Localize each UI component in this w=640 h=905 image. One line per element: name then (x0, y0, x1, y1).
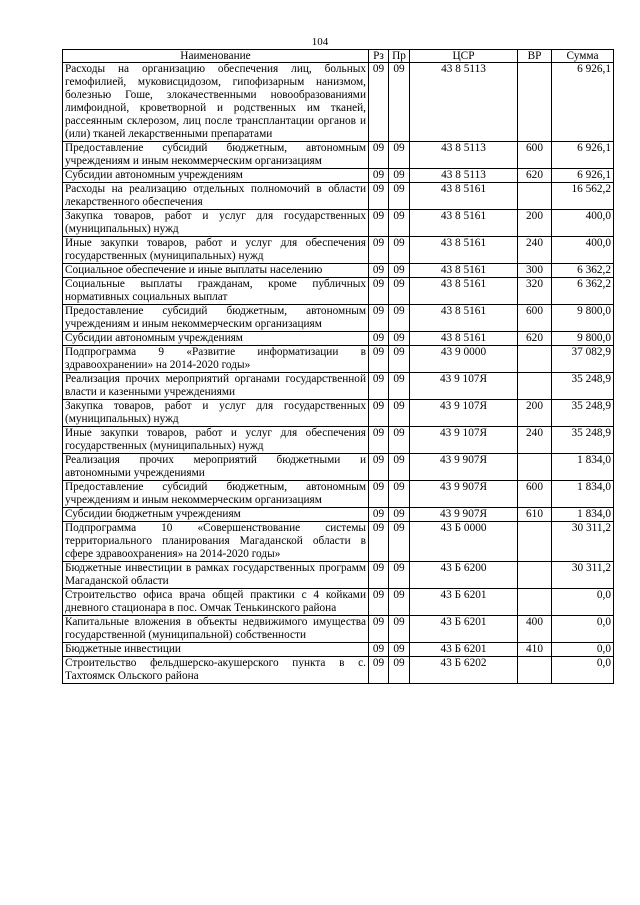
cell-vr: 600 (518, 142, 552, 169)
cell-sum: 0,0 (552, 643, 614, 657)
table-row (63, 522, 614, 562)
cell-rz: 09 (369, 373, 389, 400)
cell-vr: 240 (518, 237, 552, 264)
cell-rz: 09 (369, 264, 389, 278)
cell-sum: 35 248,9 (552, 427, 614, 454)
cell-sum: 400,0 (552, 210, 614, 237)
cell-pr: 09 (389, 332, 410, 346)
cell-csr: 43 8 5161 (410, 305, 518, 332)
cell-sum: 30 311,2 (552, 522, 614, 562)
table-row (63, 562, 614, 589)
header-row (63, 50, 614, 63)
cell-sum: 6 926,1 (552, 142, 614, 169)
cell-pr: 09 (389, 643, 410, 657)
cell-vr: 600 (518, 305, 552, 332)
table-row (63, 210, 614, 237)
table-row (63, 169, 614, 183)
cell-vr (518, 373, 552, 400)
cell-vr (518, 346, 552, 373)
cell-pr: 09 (389, 373, 410, 400)
cell-csr: 43 Б 0000 (410, 522, 518, 562)
cell-csr: 43 9 107Я (410, 373, 518, 400)
table-row (63, 589, 614, 616)
cell-pr: 09 (389, 657, 410, 684)
cell-name: Субсидии автономным учреждениям (63, 169, 369, 183)
cell-sum: 35 248,9 (552, 373, 614, 400)
cell-name: Расходы на организацию обеспечения лиц, больных гемофилией, муковисцидозом, гипофизарным нанизмом, болезнью Гоше, злокачественными новообразованиями лимфоидной, кроветворной и родственных им тканей, рассеянным склерозом, лиц после трансплантации органов и (или) тканей лекарственными препаратами (63, 63, 369, 142)
table-row (63, 183, 614, 210)
cell-pr: 09 (389, 400, 410, 427)
table-row (63, 481, 614, 508)
cell-rz: 09 (369, 142, 389, 169)
cell-sum: 6 926,1 (552, 63, 614, 142)
table-row (63, 264, 614, 278)
cell-pr: 09 (389, 142, 410, 169)
cell-rz: 09 (369, 589, 389, 616)
cell-vr: 240 (518, 427, 552, 454)
cell-csr: 43 9 107Я (410, 400, 518, 427)
cell-sum: 400,0 (552, 237, 614, 264)
cell-name: Подпрограмма 9 «Развитие информатизации в здравоохранении» на 2014-2020 годы» (63, 346, 369, 373)
cell-name: Закупка товаров, работ и услуг для государственных (муниципальных) нужд (63, 400, 369, 427)
cell-csr: 43 8 5161 (410, 210, 518, 237)
table-row (63, 657, 614, 684)
cell-rz: 09 (369, 427, 389, 454)
cell-rz: 09 (369, 346, 389, 373)
header-sum: Сумма (552, 50, 614, 63)
cell-csr: 43 8 5161 (410, 278, 518, 305)
cell-rz: 09 (369, 210, 389, 237)
cell-vr (518, 657, 552, 684)
header-vr: ВР (518, 50, 552, 63)
table-row (63, 142, 614, 169)
cell-pr: 09 (389, 522, 410, 562)
cell-name: Субсидии автономным учреждениям (63, 332, 369, 346)
cell-pr: 09 (389, 454, 410, 481)
table-row (63, 454, 614, 481)
cell-rz: 09 (369, 508, 389, 522)
cell-sum: 1 834,0 (552, 508, 614, 522)
cell-vr (518, 183, 552, 210)
cell-pr: 09 (389, 237, 410, 264)
cell-rz: 09 (369, 332, 389, 346)
cell-csr: 43 9 107Я (410, 427, 518, 454)
table-row (63, 400, 614, 427)
cell-pr: 09 (389, 183, 410, 210)
cell-name: Предоставление субсидий бюджетным, автономным учреждениям и иным некоммерческим организациям (63, 481, 369, 508)
cell-rz: 09 (369, 278, 389, 305)
cell-sum: 6 926,1 (552, 169, 614, 183)
table-row (63, 346, 614, 373)
cell-rz: 09 (369, 657, 389, 684)
cell-pr: 09 (389, 305, 410, 332)
cell-sum: 30 311,2 (552, 562, 614, 589)
cell-vr (518, 589, 552, 616)
cell-name: Капитальные вложения в объекты недвижимого имущества государственной (муниципальной) собственности (63, 616, 369, 643)
cell-csr: 43 Б 6200 (410, 562, 518, 589)
cell-name: Субсидии бюджетным учреждениям (63, 508, 369, 522)
cell-vr: 300 (518, 264, 552, 278)
cell-rz: 09 (369, 400, 389, 427)
cell-csr: 43 8 5161 (410, 237, 518, 264)
cell-rz: 09 (369, 616, 389, 643)
table-row (63, 427, 614, 454)
cell-vr: 200 (518, 210, 552, 237)
cell-vr (518, 454, 552, 481)
cell-sum: 9 800,0 (552, 305, 614, 332)
cell-pr: 09 (389, 63, 410, 142)
cell-vr: 200 (518, 400, 552, 427)
cell-rz: 09 (369, 237, 389, 264)
cell-rz: 09 (369, 305, 389, 332)
cell-sum: 37 082,9 (552, 346, 614, 373)
cell-pr: 09 (389, 562, 410, 589)
cell-name: Подпрограмма 10 «Совершенствование системы территориального планирования Магаданской области в сфере здравоохранения» на 2014-2020 годы» (63, 522, 369, 562)
cell-vr (518, 562, 552, 589)
cell-csr: 43 9 0000 (410, 346, 518, 373)
cell-vr: 400 (518, 616, 552, 643)
budget-table (62, 49, 614, 684)
cell-name: Строительство офиса врача общей практики с 4 койками дневного стационара в пос. Омчак Тенькинского района (63, 589, 369, 616)
cell-name: Предоставление субсидий бюджетным, автономным учреждениям и иным некоммерческим организациям (63, 142, 369, 169)
cell-sum: 0,0 (552, 616, 614, 643)
cell-rz: 09 (369, 522, 389, 562)
cell-sum: 35 248,9 (552, 400, 614, 427)
cell-pr: 09 (389, 427, 410, 454)
cell-rz: 09 (369, 643, 389, 657)
cell-pr: 09 (389, 210, 410, 237)
cell-rz: 09 (369, 183, 389, 210)
cell-csr: 43 8 5161 (410, 264, 518, 278)
cell-sum: 6 362,2 (552, 264, 614, 278)
cell-rz: 09 (369, 63, 389, 142)
cell-name: Реализация прочих мероприятий бюджетными и автономными учреждениями (63, 454, 369, 481)
cell-csr: 43 Б 6201 (410, 643, 518, 657)
table-row (63, 63, 614, 142)
cell-csr: 43 Б 6202 (410, 657, 518, 684)
cell-name: Реализация прочих мероприятий органами государственной власти и казенными учреждениями (63, 373, 369, 400)
cell-name: Бюджетные инвестиции в рамках государственных программ Магаданской области (63, 562, 369, 589)
cell-pr: 09 (389, 278, 410, 305)
cell-csr: 43 Б 6201 (410, 589, 518, 616)
cell-name: Социальное обеспечение и иные выплаты населению (63, 264, 369, 278)
cell-vr: 620 (518, 169, 552, 183)
cell-name: Иные закупки товаров, работ и услуг для обеспечения государственных (муниципальных) нужд (63, 427, 369, 454)
cell-rz: 09 (369, 169, 389, 183)
cell-name: Закупка товаров, работ и услуг для государственных (муниципальных) нужд (63, 210, 369, 237)
cell-csr: 43 9 907Я (410, 454, 518, 481)
cell-pr: 09 (389, 589, 410, 616)
cell-sum: 1 834,0 (552, 481, 614, 508)
cell-sum: 6 362,2 (552, 278, 614, 305)
cell-sum: 9 800,0 (552, 332, 614, 346)
cell-csr: 43 8 5113 (410, 63, 518, 142)
cell-vr: 320 (518, 278, 552, 305)
header-rz: Рз (369, 50, 389, 63)
cell-csr: 43 8 5113 (410, 169, 518, 183)
cell-pr: 09 (389, 616, 410, 643)
table-row (63, 373, 614, 400)
cell-csr: 43 9 907Я (410, 508, 518, 522)
cell-csr: 43 8 5113 (410, 142, 518, 169)
header-csr: ЦСР (410, 50, 518, 63)
cell-csr: 43 Б 6201 (410, 616, 518, 643)
table-row (63, 508, 614, 522)
table-row (63, 616, 614, 643)
cell-pr: 09 (389, 264, 410, 278)
table-row (63, 278, 614, 305)
cell-vr: 610 (518, 508, 552, 522)
cell-name: Расходы на реализацию отдельных полномочий в области лекарственного обеспечения (63, 183, 369, 210)
cell-sum: 16 562,2 (552, 183, 614, 210)
cell-pr: 09 (389, 169, 410, 183)
cell-name: Предоставление субсидий бюджетным, автономным учреждениям и иным некоммерческим организациям (63, 305, 369, 332)
table-row (63, 237, 614, 264)
cell-sum: 0,0 (552, 589, 614, 616)
cell-pr: 09 (389, 508, 410, 522)
table-row (63, 305, 614, 332)
cell-csr: 43 8 5161 (410, 183, 518, 210)
cell-rz: 09 (369, 562, 389, 589)
cell-vr (518, 522, 552, 562)
cell-sum: 1 834,0 (552, 454, 614, 481)
header-name: Наименование (63, 50, 369, 63)
cell-vr (518, 63, 552, 142)
cell-pr: 09 (389, 481, 410, 508)
cell-rz: 09 (369, 454, 389, 481)
header-pr: Пр (389, 50, 410, 63)
cell-name: Строительство фельдшерско-акушерского пункта в с. Тахтоямск Ольского района (63, 657, 369, 684)
page-number: 104 (311, 36, 329, 48)
cell-name: Бюджетные инвестиции (63, 643, 369, 657)
cell-vr: 410 (518, 643, 552, 657)
cell-vr: 600 (518, 481, 552, 508)
table-row (63, 332, 614, 346)
cell-pr: 09 (389, 346, 410, 373)
cell-csr: 43 9 907Я (410, 481, 518, 508)
cell-name: Социальные выплаты гражданам, кроме публичных нормативных социальных выплат (63, 278, 369, 305)
cell-vr: 620 (518, 332, 552, 346)
table-row (63, 643, 614, 657)
cell-sum: 0,0 (552, 657, 614, 684)
cell-csr: 43 8 5161 (410, 332, 518, 346)
cell-name: Иные закупки товаров, работ и услуг для обеспечения государственных (муниципальных) нужд (63, 237, 369, 264)
cell-rz: 09 (369, 481, 389, 508)
